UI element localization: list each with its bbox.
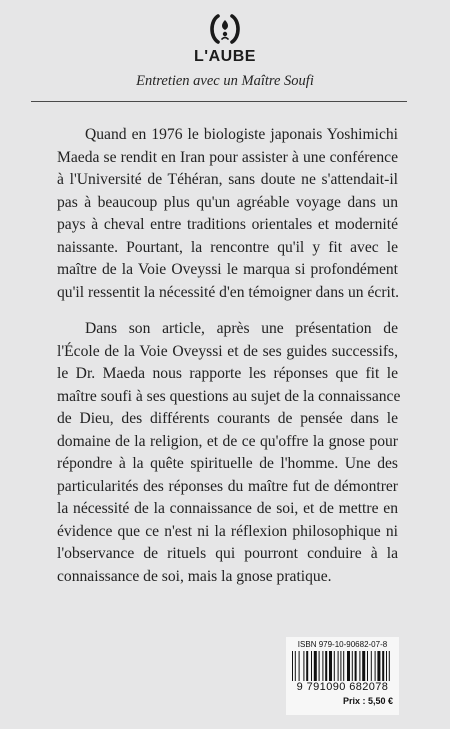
text-line: de Dieu, des différents courants de pensée dans le (57, 410, 398, 427)
text-line: l'École de la Voie Oveyssi et de ses guides successifs, (57, 342, 398, 360)
summary-paragraph-1 (57, 124, 398, 304)
text-line: pays à cheval entre traditions orientales et modernité (57, 216, 398, 233)
price-label: Prix : 5,50 € (342, 696, 393, 706)
publisher-logo-icon (205, 9, 245, 49)
book-subtitle: Entretien avec un Maître Soufi (136, 73, 314, 89)
summary-paragraph-2 (57, 318, 401, 588)
text-line: naissante. Pourtant, la rencontre qu'il y fit avec le (57, 238, 398, 256)
text-line: maître de la Voie Oveyssi le marqua si profondément (57, 261, 398, 278)
header-divider (31, 101, 407, 102)
text-line: l'observance de rituels qui pourront conduire à la (57, 545, 398, 562)
text-line: Maeda se rendit en Iran pour assister à une conférence (57, 148, 398, 166)
isbn-number: ISBN 979-10-90682-07-8 (297, 640, 388, 649)
text-line: pas à beaucoup plus qu'un agréable voyage dans un (57, 193, 398, 211)
text-line: répondre à la quête spirituelle de l'homme. Une des (57, 455, 398, 472)
text-line: à l'Université de Téhéran, sans doute ne s'attendait-il (57, 171, 398, 188)
text-line: maître soufi à ses questions au sujet de la connaissance (57, 387, 401, 405)
text-line: connaissance de soi, mais la gnose pratique. (57, 567, 332, 585)
text-line: domaine de la religion, et de ce qu'offre la gnose pour (57, 432, 398, 450)
text-line: Quand en 1976 le biologiste japonais Yoshimichi (85, 126, 398, 143)
barcode-icon (290, 651, 395, 681)
text-line: la nécessité de la connaissance de soi, et de mettre en (57, 500, 398, 517)
text-line: Dans son article, après une présentation de (85, 320, 398, 337)
publisher-name: L'AUBE (194, 48, 256, 65)
barcode-panel (286, 637, 399, 715)
text-line: qu'il ressentit la nécessité d'en témoigner dans un écrit. (57, 283, 400, 301)
text-line: évidence que ce n'est ni la réflexion philosophique ni (57, 522, 398, 540)
text-line: le Dr. Maeda nous rapporte les réponses que fit le (57, 365, 398, 382)
text-line: particularités des réponses du maître fut de démontrer (57, 477, 398, 495)
barcode-digits: 9 791090 682078 (296, 681, 389, 693)
